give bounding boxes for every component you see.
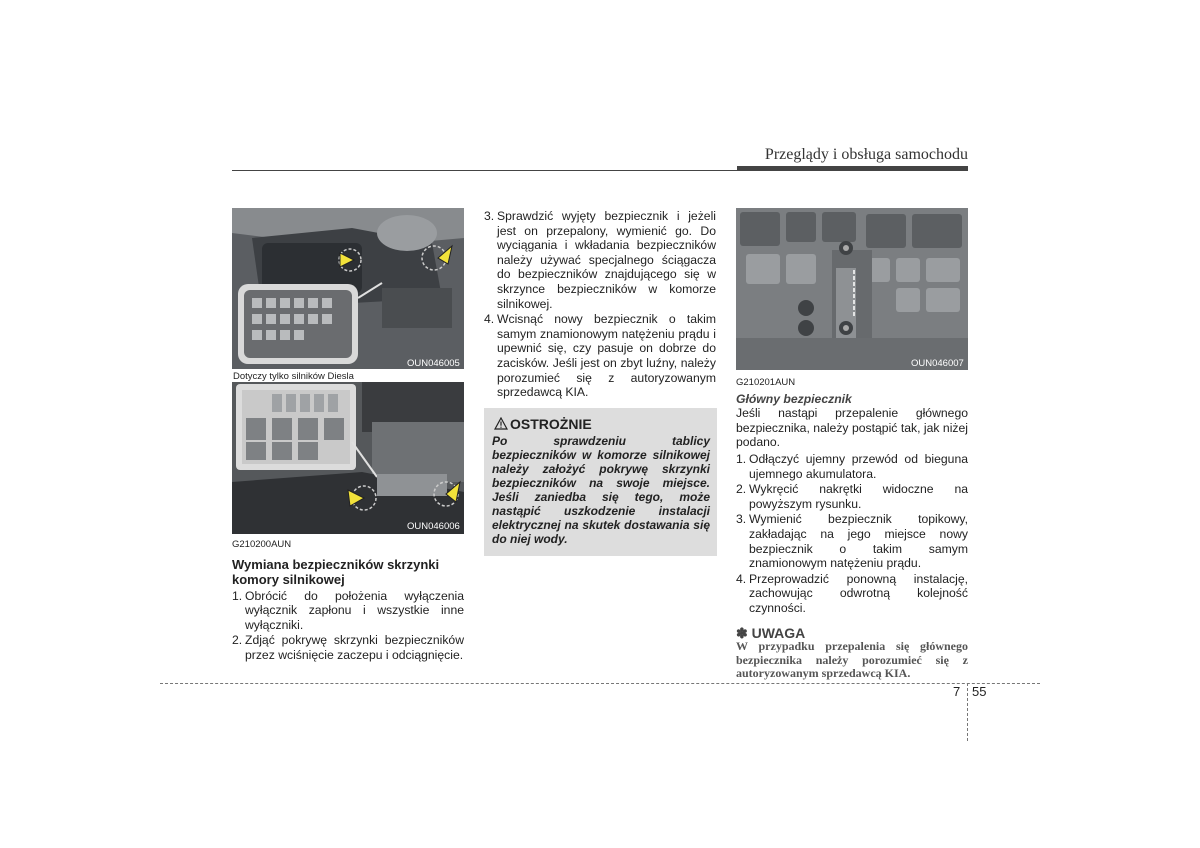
list-item: 4. Wcisnąć nowy bezpiecznik o takim samym znamionowym natężeniu prądu i upewnić się, czy pasuje on dobrze do zacisków. Jeśli jest on zbyt luźny, należy porozumieć się z autoryzowanym sprzedawcą KIA. xyxy=(484,312,716,400)
instruction-list xyxy=(736,452,968,616)
section-heading: Wymiana bezpieczników skrzynki komory silnikowej xyxy=(232,556,440,587)
note-text: W przypadku przepalenia się głównego bezpiecznika należy porozumieć się z autoryzowanym sprzedawcą KIA. xyxy=(736,639,968,681)
section-subheading: Główny bezpiecznik xyxy=(736,391,852,406)
figure-caption: Dotyczy tylko silników Diesla xyxy=(233,371,354,382)
list-item: 1. Obrócić do położenia wyłączenia wyłącznik zapłonu i wszystkie inne wyłączniki. xyxy=(232,588,464,632)
fuse-box-photo xyxy=(232,382,464,534)
instruction-list xyxy=(232,589,464,663)
chapter-number: 7 xyxy=(953,684,961,699)
footer-rule xyxy=(160,683,1040,684)
figure-code: OUN046005 xyxy=(407,358,460,369)
footer-divider xyxy=(967,683,968,741)
list-item: 3. Sprawdzić wyjęty bezpiecznik i jeżeli jest on przepalony, wymienić go. Do wyciągania i wkładania bezpieczników należy używać specjalnego ściągacza do bezpieczników znajdującego się w skrzynce bezpieczników w komorze silnikowej. xyxy=(484,209,716,311)
figure-code: OUN046007 xyxy=(911,358,964,369)
list-item: 4. Przeprowadzić ponowną instalację, zachowując odwrotną kolejność czynności. xyxy=(736,571,968,615)
caution-title: OSTROŻNIE xyxy=(494,416,592,432)
header-rule-thick xyxy=(737,166,968,170)
right-text-column xyxy=(736,376,968,681)
middle-text-column xyxy=(484,207,716,401)
section-code: G210200AUN xyxy=(232,539,292,550)
figure-code: OUN046006 xyxy=(407,521,460,532)
header-rule xyxy=(232,170,968,171)
caution-text: Po sprawdzeniu tablicy bezpieczników w komorze silnikowej należy założyć pokrywę skrzynki bezpieczników na swoje miejsce. Jeśli zaniedba się tego, może nastąpić uszkodzenie instalacji elektrycznej na skutek dostawania się do niej wody. xyxy=(492,434,710,546)
main-fuse-photo xyxy=(736,208,968,370)
list-item: 1. Odłączyć ujemny przewód od bieguna ujemnego akumulatora. xyxy=(736,451,968,481)
caution-box xyxy=(484,408,717,556)
warning-triangle-icon xyxy=(494,417,508,430)
page-number: 55 xyxy=(972,684,987,699)
list-item: 3. Wymienić bezpiecznik topikowy, zakładając na jego miejsce nowy bezpiecznik o takim samym znamionowym natężeniu prądu. xyxy=(736,512,968,571)
note-title: ✽ UWAGA xyxy=(736,624,806,641)
list-item: 2. Wykręcić nakrętki widoczne na powyższym rysunku. xyxy=(736,482,968,511)
list-item: 2. Zdjąć pokrywę skrzynki bezpieczników przez wciśnięcie zaczepu i odciągnięcie. xyxy=(232,633,464,662)
intro-text: Jeśli nastąpi przepalenie głównego bezpiecznika, należy postąpić tak, jak niżej podano. xyxy=(736,406,968,450)
page-header-title: Przeglądy i obsługa samochodu xyxy=(764,146,968,163)
instruction-list xyxy=(484,209,716,400)
engine-bay-photo xyxy=(232,208,464,369)
left-text-column xyxy=(232,538,464,664)
section-code: G210201AUN xyxy=(736,377,796,388)
